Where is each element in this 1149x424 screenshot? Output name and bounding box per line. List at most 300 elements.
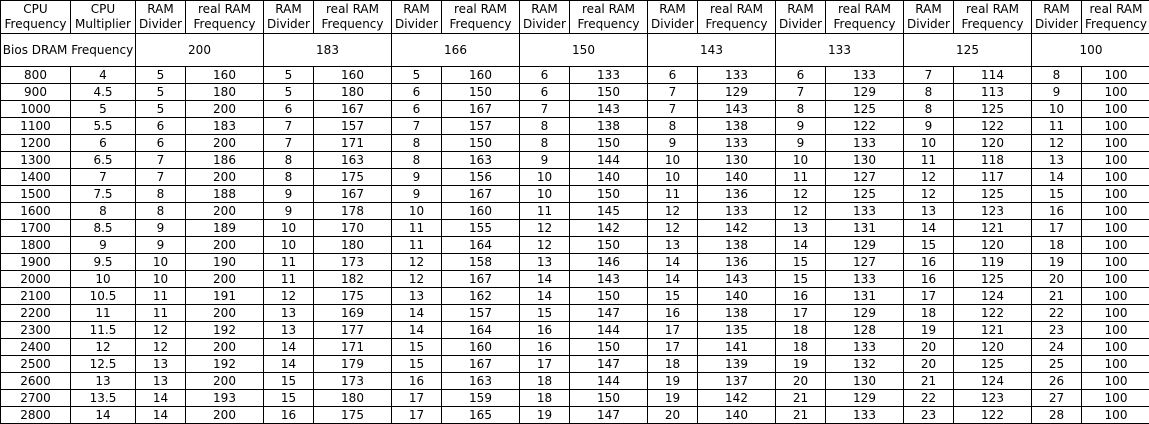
table-cell: 12 [1032, 135, 1082, 152]
table-cell: 16 [520, 339, 570, 356]
table-row [1, 152, 1149, 169]
table-cell: 14 [904, 220, 954, 237]
table-cell: 13 [1032, 152, 1082, 169]
table-cell: 9 [1032, 84, 1082, 101]
table-cell: 135 [698, 322, 776, 339]
table-cell: 150 [570, 186, 648, 203]
table-cell: 5 [136, 101, 186, 118]
column-header: real RAM Frequency [442, 1, 520, 34]
table-cell: 175 [314, 407, 392, 424]
table-cell: 100 [1082, 305, 1149, 322]
table-cell: 2300 [1, 322, 71, 339]
table-cell: 167 [442, 186, 520, 203]
table-cell: 150 [570, 237, 648, 254]
bios-dram-value: 133 [776, 34, 904, 67]
table-cell: 2100 [1, 288, 71, 305]
table-cell: 11 [264, 271, 314, 288]
table-cell: 17 [776, 305, 826, 322]
table-cell: 6 [392, 84, 442, 101]
table-cell: 138 [698, 118, 776, 135]
bios-dram-value: 166 [392, 34, 520, 67]
table-cell: 118 [954, 152, 1032, 169]
table-cell: 6.5 [71, 152, 136, 169]
table-cell: 17 [904, 288, 954, 305]
table-cell: 162 [442, 288, 520, 305]
table-cell: 7 [264, 135, 314, 152]
table-cell: 6 [264, 101, 314, 118]
table-cell: 10.5 [71, 288, 136, 305]
table-cell: 6 [136, 118, 186, 135]
table-cell: 150 [570, 288, 648, 305]
table-cell: 100 [1082, 118, 1149, 135]
table-cell: 177 [314, 322, 392, 339]
column-header: real RAM Frequency [1082, 1, 1149, 34]
table-cell: 9 [71, 237, 136, 254]
table-cell: 11 [1032, 118, 1082, 135]
table-cell: 8 [648, 118, 698, 135]
table-cell: 14 [71, 407, 136, 424]
table-cell: 127 [826, 254, 904, 271]
table-cell: 18 [1032, 237, 1082, 254]
table-cell: 19 [648, 373, 698, 390]
table-cell: 125 [954, 101, 1032, 118]
table-cell: 9 [392, 169, 442, 186]
table-cell: 143 [698, 101, 776, 118]
table-cell: 8 [264, 152, 314, 169]
table-cell: 2400 [1, 339, 71, 356]
table-cell: 19 [520, 407, 570, 424]
table-cell: 133 [826, 203, 904, 220]
table-cell: 160 [186, 67, 264, 84]
table-cell: 100 [1082, 67, 1149, 84]
table-cell: 150 [442, 84, 520, 101]
table-cell: 200 [186, 373, 264, 390]
table-cell: 10 [264, 237, 314, 254]
table-cell: 9 [776, 118, 826, 135]
table-cell: 12 [392, 254, 442, 271]
table-cell: 100 [1082, 373, 1149, 390]
table-cell: 8 [520, 118, 570, 135]
table-cell: 124 [954, 373, 1032, 390]
table-cell: 160 [442, 67, 520, 84]
table-cell: 163 [442, 373, 520, 390]
table-cell: 100 [1082, 135, 1149, 152]
table-cell: 5 [136, 84, 186, 101]
table-cell: 100 [1082, 390, 1149, 407]
table-cell: 136 [698, 186, 776, 203]
table-cell: 100 [1082, 84, 1149, 101]
table-cell: 147 [570, 305, 648, 322]
table-row [1, 407, 1149, 424]
table-cell: 159 [442, 390, 520, 407]
table-cell: 13.5 [71, 390, 136, 407]
table-row [1, 390, 1149, 407]
table-cell: 121 [954, 220, 1032, 237]
table-cell: 19 [776, 356, 826, 373]
table-cell: 24 [1032, 339, 1082, 356]
table-row [1, 322, 1149, 339]
table-cell: 18 [520, 390, 570, 407]
table-cell: 1000 [1, 101, 71, 118]
table-cell: 7.5 [71, 186, 136, 203]
table-cell: 190 [186, 254, 264, 271]
column-header: RAM Divider [1032, 1, 1082, 34]
table-cell: 12 [392, 271, 442, 288]
table-cell: 167 [314, 101, 392, 118]
table-cell: 17 [520, 356, 570, 373]
table-cell: 137 [698, 373, 776, 390]
table-cell: 2800 [1, 407, 71, 424]
table-cell: 157 [442, 305, 520, 322]
table-cell: 5.5 [71, 118, 136, 135]
table-cell: 6 [648, 67, 698, 84]
table-cell: 12 [136, 322, 186, 339]
table-cell: 122 [954, 407, 1032, 424]
table-cell: 5 [136, 67, 186, 84]
table-row [1, 118, 1149, 135]
table-cell: 2200 [1, 305, 71, 322]
table-cell: 114 [954, 67, 1032, 84]
table-cell: 10 [904, 135, 954, 152]
table-cell: 13 [136, 373, 186, 390]
table-cell: 100 [1082, 186, 1149, 203]
table-cell: 10 [520, 186, 570, 203]
table-cell: 6 [392, 101, 442, 118]
table-cell: 150 [442, 135, 520, 152]
table-cell: 15 [392, 339, 442, 356]
table-cell: 9 [264, 186, 314, 203]
table-cell: 191 [186, 288, 264, 305]
table-cell: 2700 [1, 390, 71, 407]
table-cell: 170 [314, 220, 392, 237]
table-cell: 100 [1082, 407, 1149, 424]
table-cell: 25 [1032, 356, 1082, 373]
column-header: RAM Divider [520, 1, 570, 34]
table-cell: 140 [570, 169, 648, 186]
table-cell: 8 [136, 186, 186, 203]
table-cell: 13 [71, 373, 136, 390]
table-cell: 14 [1032, 169, 1082, 186]
table-cell: 9 [520, 152, 570, 169]
table-cell: 142 [570, 220, 648, 237]
table-cell: 133 [826, 135, 904, 152]
table-cell: 164 [442, 237, 520, 254]
table-cell: 127 [826, 169, 904, 186]
table-cell: 140 [698, 288, 776, 305]
column-header: real RAM Frequency [314, 1, 392, 34]
table-cell: 100 [1082, 220, 1149, 237]
table-cell: 8 [776, 101, 826, 118]
table-cell: 12 [904, 186, 954, 203]
table-cell: 9 [136, 220, 186, 237]
table-cell: 144 [570, 152, 648, 169]
column-header: real RAM Frequency [954, 1, 1032, 34]
table-cell: 1300 [1, 152, 71, 169]
table-cell: 120 [954, 237, 1032, 254]
table-cell: 20 [904, 356, 954, 373]
table-cell: 130 [698, 152, 776, 169]
table-cell: 1100 [1, 118, 71, 135]
table-cell: 138 [698, 237, 776, 254]
table-cell: 128 [826, 322, 904, 339]
table-cell: 138 [698, 305, 776, 322]
table-cell: 15 [776, 271, 826, 288]
table-cell: 11 [392, 220, 442, 237]
table-cell: 200 [186, 271, 264, 288]
table-cell: 15 [648, 288, 698, 305]
table-cell: 1800 [1, 237, 71, 254]
table-cell: 2500 [1, 356, 71, 373]
table-cell: 15 [776, 254, 826, 271]
table-cell: 160 [442, 203, 520, 220]
table-cell: 173 [314, 254, 392, 271]
table-cell: 120 [954, 135, 1032, 152]
column-header: real RAM Frequency [698, 1, 776, 34]
table-cell: 11 [776, 169, 826, 186]
table-cell: 11 [136, 305, 186, 322]
table-cell: 16 [648, 305, 698, 322]
table-cell: 23 [904, 407, 954, 424]
table-cell: 21 [776, 390, 826, 407]
table-cell: 18 [776, 339, 826, 356]
table-row [1, 305, 1149, 322]
table-cell: 200 [186, 339, 264, 356]
table-cell: 13 [264, 322, 314, 339]
table-cell: 186 [186, 152, 264, 169]
table-cell: 11 [392, 237, 442, 254]
column-header: RAM Divider [136, 1, 186, 34]
table-cell: 125 [954, 186, 1032, 203]
table-cell: 2000 [1, 271, 71, 288]
table-cell: 133 [698, 203, 776, 220]
table-cell: 20 [904, 339, 954, 356]
table-cell: 133 [826, 339, 904, 356]
table-cell: 19 [648, 390, 698, 407]
table-cell: 10 [648, 152, 698, 169]
table-cell: 164 [442, 322, 520, 339]
table-cell: 183 [186, 118, 264, 135]
table-cell: 10 [648, 169, 698, 186]
table-cell: 132 [826, 356, 904, 373]
column-header: CPU Frequency [1, 1, 71, 34]
table-cell: 130 [826, 373, 904, 390]
table-cell: 100 [1082, 339, 1149, 356]
table-cell: 1500 [1, 186, 71, 203]
table-row [1, 84, 1149, 101]
column-header: RAM Divider [264, 1, 314, 34]
table-cell: 147 [570, 356, 648, 373]
table-cell: 12 [71, 339, 136, 356]
table-cell: 1600 [1, 203, 71, 220]
table-cell: 192 [186, 356, 264, 373]
table-cell: 142 [698, 390, 776, 407]
table-cell: 7 [904, 67, 954, 84]
table-cell: 8 [392, 152, 442, 169]
table-cell: 16 [264, 407, 314, 424]
table-cell: 5 [264, 84, 314, 101]
table-row [1, 271, 1149, 288]
table-cell: 13 [904, 203, 954, 220]
table-cell: 100 [1082, 322, 1149, 339]
bios-dram-row [1, 34, 1149, 67]
table-cell: 100 [1082, 169, 1149, 186]
table-cell: 26 [1032, 373, 1082, 390]
table-cell: 14 [392, 305, 442, 322]
table-cell: 7 [776, 84, 826, 101]
bios-dram-label: Bios DRAM Frequency [1, 34, 136, 67]
table-cell: 158 [442, 254, 520, 271]
table-cell: 200 [186, 135, 264, 152]
table-cell: 178 [314, 203, 392, 220]
header-row [1, 1, 1149, 34]
table-cell: 27 [1032, 390, 1082, 407]
column-header: real RAM Frequency [186, 1, 264, 34]
table-cell: 179 [314, 356, 392, 373]
table-cell: 10 [264, 220, 314, 237]
table-cell: 13 [264, 305, 314, 322]
table-cell: 141 [698, 339, 776, 356]
table-cell: 11 [71, 305, 136, 322]
column-header: RAM Divider [776, 1, 826, 34]
table-row [1, 339, 1149, 356]
table-row [1, 373, 1149, 390]
table-cell: 14 [520, 271, 570, 288]
table-cell: 1900 [1, 254, 71, 271]
table-cell: 200 [186, 237, 264, 254]
table-cell: 171 [314, 339, 392, 356]
table-cell: 5 [71, 101, 136, 118]
table-cell: 8.5 [71, 220, 136, 237]
table-cell: 11 [136, 288, 186, 305]
table-cell: 150 [570, 84, 648, 101]
column-header: RAM Divider [392, 1, 442, 34]
table-row [1, 220, 1149, 237]
table-cell: 200 [186, 407, 264, 424]
table-cell: 15 [904, 237, 954, 254]
table-cell: 125 [954, 356, 1032, 373]
table-cell: 140 [698, 407, 776, 424]
table-row [1, 135, 1149, 152]
table-cell: 10 [1032, 101, 1082, 118]
table-cell: 100 [1082, 152, 1149, 169]
table-cell: 14 [776, 237, 826, 254]
table-cell: 8 [1032, 67, 1082, 84]
table-cell: 124 [954, 288, 1032, 305]
table-cell: 140 [698, 169, 776, 186]
table-row [1, 169, 1149, 186]
table-cell: 20 [1032, 271, 1082, 288]
table-cell: 14 [392, 322, 442, 339]
column-header: RAM Divider [904, 1, 954, 34]
table-cell: 100 [1082, 237, 1149, 254]
table-cell: 18 [520, 373, 570, 390]
table-cell: 175 [314, 169, 392, 186]
table-cell: 200 [186, 101, 264, 118]
table-cell: 173 [314, 373, 392, 390]
table-cell: 138 [570, 118, 648, 135]
bios-dram-value: 143 [648, 34, 776, 67]
table-cell: 5 [264, 67, 314, 84]
table-cell: 19 [1032, 254, 1082, 271]
table-cell: 6 [136, 135, 186, 152]
table-cell: 12 [264, 288, 314, 305]
table-cell: 14 [648, 271, 698, 288]
table-cell: 10 [520, 169, 570, 186]
table-cell: 169 [314, 305, 392, 322]
table-cell: 20 [776, 373, 826, 390]
table-row [1, 203, 1149, 220]
table-cell: 150 [570, 135, 648, 152]
table-cell: 8 [264, 169, 314, 186]
column-header: real RAM Frequency [570, 1, 648, 34]
table-cell: 156 [442, 169, 520, 186]
table-cell: 200 [186, 169, 264, 186]
table-cell: 11 [904, 152, 954, 169]
table-cell: 146 [570, 254, 648, 271]
table-cell: 16 [520, 322, 570, 339]
table-cell: 13 [136, 356, 186, 373]
table-cell: 100 [1082, 101, 1149, 118]
bios-dram-value: 183 [264, 34, 392, 67]
table-cell: 131 [826, 288, 904, 305]
table-cell: 182 [314, 271, 392, 288]
table-row [1, 186, 1149, 203]
table-cell: 12 [520, 220, 570, 237]
table-cell: 10 [136, 254, 186, 271]
table-cell: 15 [1032, 186, 1082, 203]
table-cell: 13 [776, 220, 826, 237]
table-cell: 129 [826, 390, 904, 407]
column-header: real RAM Frequency [826, 1, 904, 34]
table-cell: 163 [314, 152, 392, 169]
table-cell: 167 [442, 271, 520, 288]
table-cell: 9.5 [71, 254, 136, 271]
table-cell: 125 [954, 271, 1032, 288]
table-cell: 7 [136, 152, 186, 169]
table-cell: 18 [776, 322, 826, 339]
table-cell: 10 [392, 203, 442, 220]
table-cell: 12 [520, 237, 570, 254]
table-cell: 150 [570, 390, 648, 407]
table-cell: 180 [186, 84, 264, 101]
table-cell: 13 [392, 288, 442, 305]
table-cell: 192 [186, 322, 264, 339]
table-cell: 8 [136, 203, 186, 220]
table-cell: 16 [776, 288, 826, 305]
table-cell: 12 [904, 169, 954, 186]
table-cell: 8 [520, 135, 570, 152]
table-cell: 188 [186, 186, 264, 203]
table-row [1, 101, 1149, 118]
table-cell: 143 [698, 271, 776, 288]
table-cell: 136 [698, 254, 776, 271]
table-cell: 160 [442, 339, 520, 356]
table-cell: 9 [136, 237, 186, 254]
table-cell: 167 [442, 356, 520, 373]
table-cell: 10 [776, 152, 826, 169]
table-cell: 180 [314, 390, 392, 407]
table-cell: 133 [826, 271, 904, 288]
table-cell: 12 [136, 339, 186, 356]
table-cell: 8 [392, 135, 442, 152]
table-cell: 122 [954, 118, 1032, 135]
table-cell: 8 [71, 203, 136, 220]
column-header: RAM Divider [648, 1, 698, 34]
table-row [1, 254, 1149, 271]
table-cell: 9 [776, 135, 826, 152]
table-cell: 15 [264, 390, 314, 407]
table-cell: 143 [570, 101, 648, 118]
